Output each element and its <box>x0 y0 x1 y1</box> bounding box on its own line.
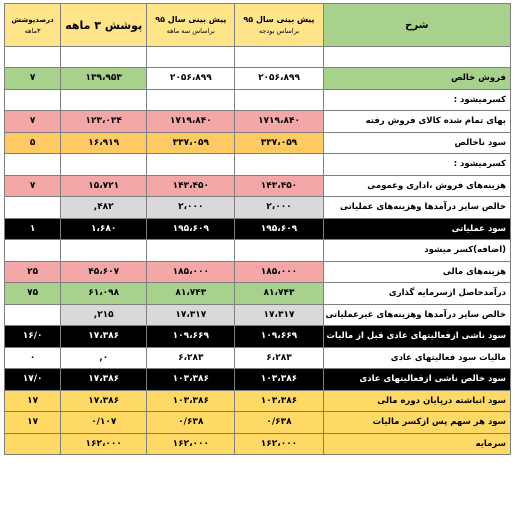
row-label: سرمایه <box>323 433 510 455</box>
value-coverage: ۶۱،۰۹۸ <box>61 283 147 305</box>
value-coverage: ۴۸۲, <box>61 197 147 219</box>
value-quarterly: ۱۴۳،۴۵۰ <box>147 175 235 197</box>
row-label: مالیات سود فعالیتهای عادی <box>323 347 510 369</box>
value-percent: ۷ <box>5 68 61 90</box>
value-percent: ۱۶/۰ <box>5 326 61 348</box>
row-label: فروش خالص <box>323 68 510 90</box>
table-row <box>5 304 511 326</box>
row-label: کسرمیشود : <box>323 154 510 176</box>
table-row-highlight <box>5 326 511 348</box>
row-label: سود ناخالص <box>323 132 510 154</box>
row-label: بهای تمام شده کالای فروش رفته <box>323 111 510 133</box>
value-coverage: ۱۷،۳۸۶ <box>61 390 147 412</box>
row-label: سود انباشته درپایان دوره مالی <box>323 390 510 412</box>
value-percent: ۱۷ <box>5 390 61 412</box>
value-percent: ۵ <box>5 132 61 154</box>
value-percent: ۱ <box>5 218 61 240</box>
value-coverage: ۲۱۵, <box>61 304 147 326</box>
table-row <box>5 197 511 219</box>
value-budget: ۱۹۵،۶۰۹ <box>235 218 323 240</box>
value-quarterly: ۱۷،۳۱۷ <box>147 304 235 326</box>
row-label: درآمدحاصل ازسرمایه گذاری <box>323 283 510 305</box>
row-label: کسرمیشود : <box>323 89 510 111</box>
value-budget: ۱۸۵،۰۰۰ <box>235 261 323 283</box>
table-row <box>5 68 511 90</box>
value-quarterly: ۱۹۵،۶۰۹ <box>147 218 235 240</box>
value-coverage: ۱۶۲،۰۰۰ <box>61 433 147 455</box>
value-budget: ۰/۶۳۸ <box>235 412 323 434</box>
value-coverage: ۴۵،۶۰۷ <box>61 261 147 283</box>
table-row <box>5 89 511 111</box>
value-coverage: ۱۲۳،۰۳۴ <box>61 111 147 133</box>
value-quarterly: ۱۰۳،۳۸۶ <box>147 369 235 391</box>
table-row <box>5 111 511 133</box>
row-label: سود عملیاتی <box>323 218 510 240</box>
financial-table-sheet <box>4 3 511 509</box>
value-budget: ۲،۰۰۰ <box>235 197 323 219</box>
header-quarter-coverage: پوشش ۳ ماهه <box>61 4 147 47</box>
value-percent <box>5 433 61 455</box>
table-row <box>5 433 511 455</box>
row-label: (اضافه)کسر میشود <box>323 240 510 262</box>
value-quarterly: ۱۸۵،۰۰۰ <box>147 261 235 283</box>
value-percent <box>5 197 61 219</box>
value-budget: ۱۴۳،۴۵۰ <box>235 175 323 197</box>
header-coverage-percent: درصدپوشش ۳ماهه <box>5 4 61 47</box>
table-row-highlight <box>5 369 511 391</box>
table-row <box>5 132 511 154</box>
value-coverage: ۱،۶۸۰ <box>61 218 147 240</box>
header-row <box>5 4 511 47</box>
row-label: خالص سایر درآمدها وهزینه‌های عملیاتی <box>323 197 510 219</box>
table-row <box>5 154 511 176</box>
value-quarterly: ۶،۲۸۳ <box>147 347 235 369</box>
value-budget: ۸۱،۷۴۳ <box>235 283 323 305</box>
value-coverage: ۱۶،۹۱۹ <box>61 132 147 154</box>
value-budget: ۳۳۷،۰۵۹ <box>235 132 323 154</box>
value-quarterly: ۱۶۲،۰۰۰ <box>147 433 235 455</box>
value-quarterly: ۱۷۱۹،۸۴۰ <box>147 111 235 133</box>
value-percent: ۷ <box>5 175 61 197</box>
table-row <box>5 412 511 434</box>
value-budget: ۱۷،۳۱۷ <box>235 304 323 326</box>
value-percent: ۱۷ <box>5 412 61 434</box>
value-quarterly: ۱۰۹،۶۶۹ <box>147 326 235 348</box>
value-coverage: ۱۵،۷۲۱ <box>61 175 147 197</box>
header-description: شرح <box>323 4 510 47</box>
value-quarterly: ۰/۶۳۸ <box>147 412 235 434</box>
value-percent: ۷ <box>5 111 61 133</box>
table-row <box>5 347 511 369</box>
value-coverage: ۰/۱۰۷ <box>61 412 147 434</box>
value-coverage: ۱۳۹،۹۵۳ <box>61 68 147 90</box>
value-percent <box>5 304 61 326</box>
value-coverage: ۰, <box>61 347 147 369</box>
header-forecast-budget: پیش بینی سال ۹۵ براساس بودجه <box>235 4 323 47</box>
row-label: هزینه‌های فروش ،اداری وعمومی <box>323 175 510 197</box>
table-row <box>5 261 511 283</box>
value-quarterly: ۸۱،۷۴۳ <box>147 283 235 305</box>
budget-coverage-table <box>4 3 511 455</box>
value-quarterly: ۳۳۷،۰۵۹ <box>147 132 235 154</box>
value-percent: ۱۷/۰ <box>5 369 61 391</box>
value-percent: ۲۵ <box>5 261 61 283</box>
row-label: خالص سایر درآمدها وهزینه‌های غیرعملیاتی <box>323 304 510 326</box>
value-quarterly: ۲،۰۰۰ <box>147 197 235 219</box>
spacer-row <box>5 47 511 68</box>
value-budget: ۱۰۹،۶۶۹ <box>235 326 323 348</box>
row-label: هزینه‌های مالی <box>323 261 510 283</box>
value-budget: ۶،۲۸۳ <box>235 347 323 369</box>
value-percent: ۰ <box>5 347 61 369</box>
value-percent: ۷۵ <box>5 283 61 305</box>
table-row <box>5 240 511 262</box>
value-budget: ۱۰۳،۳۸۶ <box>235 390 323 412</box>
table-row-highlight <box>5 218 511 240</box>
value-budget: ۱۷۱۹،۸۴۰ <box>235 111 323 133</box>
value-quarterly: ۱۰۳،۳۸۶ <box>147 390 235 412</box>
table-row <box>5 283 511 305</box>
value-quarterly: ۲۰۵۶،۸۹۹ <box>147 68 235 90</box>
table-row <box>5 390 511 412</box>
value-budget: ۱۶۲،۰۰۰ <box>235 433 323 455</box>
row-label: سود هر سهم پس ازکسر مالیات <box>323 412 510 434</box>
value-budget: ۱۰۳،۳۸۶ <box>235 369 323 391</box>
value-coverage: ۱۷،۳۸۶ <box>61 326 147 348</box>
table-row <box>5 175 511 197</box>
value-coverage: ۱۷،۳۸۶ <box>61 369 147 391</box>
row-label: سود خالص ناشی ازفعالیتهای عادی <box>323 369 510 391</box>
header-forecast-quarterly: پیش بینی سال ۹۵ براساس سه ماهه <box>147 4 235 47</box>
value-budget: ۲۰۵۶،۸۹۹ <box>235 68 323 90</box>
row-label: سود ناشی ازفعالیتهای عادی قبل از مالیات <box>323 326 510 348</box>
